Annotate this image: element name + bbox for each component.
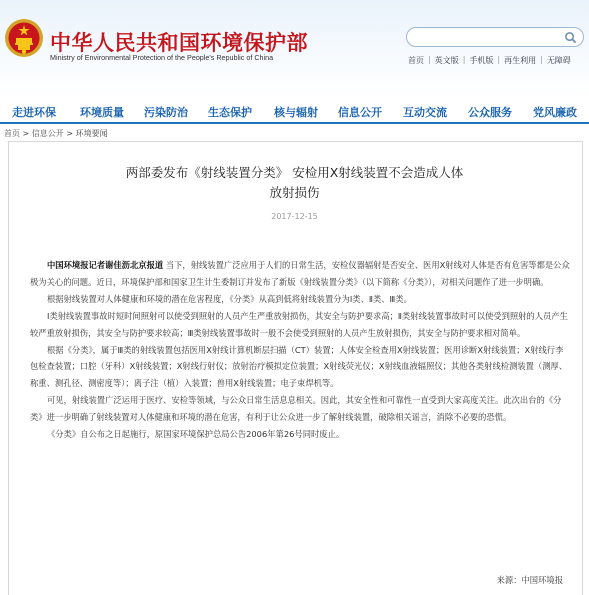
main-nav [0, 100, 589, 124]
nav-item-quality[interactable]: 环境质量 [80, 106, 124, 119]
article-title-line2: 放射损伤 [269, 185, 320, 200]
top-links: 首页 | 英文版 | 手机版 | 再生利用 | 无障碍 [408, 55, 571, 65]
top-link-home[interactable]: 首页 [408, 56, 424, 65]
site-subtitle: Ministry of Environmental Protection of the People's Republic of China [50, 53, 274, 62]
site-header [0, 0, 589, 100]
nav-item-about[interactable]: 走进环保 [12, 106, 56, 119]
search-icon[interactable] [564, 31, 577, 44]
paragraph-5: 可见，射线装置广泛运用于医疗、安检等领域，与公众日常生活息息相关。因此，其安全性和可靠性一直受到大家高度关注。此次出台的《分类》进一步明确了射线装置对人体健康和环境的潜在危害，有利于让公众进一步了解射线装置，破除相关谣言，消除不必要的恐慌。 [30, 395, 562, 423]
nav-item-service[interactable]: 公众服务 [468, 106, 512, 119]
site-title[interactable]: 中华人民共和国环境保护部 [50, 30, 308, 55]
search-input[interactable] [417, 30, 557, 44]
paragraph-3: Ⅰ类射线装置事故时短时间照射可以使受到照射的人员产生严重放射损伤，其安全与防护要求高；Ⅱ类射线装置事故时可以使受到照射的人员产生较严重放射损伤，其安全与防护要求较高；Ⅲ类射线装置事故时一般不会使受到照射的人员产生放射损伤，其安全与防护要求相对简单。 [30, 310, 568, 338]
article-source: 来源：中国环境报 [496, 575, 563, 585]
national-emblem-icon[interactable] [4, 18, 44, 58]
top-link-accessible[interactable]: 无障碍 [546, 56, 571, 65]
article-title-line1: 两部委发布《射线装置分类》 安检用X射线装置不会造成人体 [125, 165, 464, 180]
article-title [0, 163, 589, 203]
top-link-english[interactable]: 英文版 [434, 56, 459, 65]
nav-item-ecology[interactable]: 生态保护 [208, 106, 252, 119]
paragraph-1: 中国环境报记者谢佳沥北京报道 当下，射线装置广泛应用于人们的日常生活，安检仪器辐射是否安全、医用X射线对人体是否有危害等都是公众极为关心的问题。近日，环境保护部和国家卫生计生委制订并发布了新版《射线装置分类》（以下简称《分类》），对相关问题作了进一步明确。 [30, 260, 570, 287]
nav-item-interaction[interactable]: 互动交流 [403, 106, 447, 119]
article-body [30, 257, 570, 443]
search-box [406, 27, 584, 47]
paragraph-6: 《分类》自公布之日起施行，原国家环境保护总局公告2006年第26号同时废止。 [47, 429, 345, 440]
paragraph-2: 根据射线装置对人体健康和环境的潜在危害程度，《分类》从高到低将射线装置分为Ⅰ类、Ⅱ类、Ⅲ类。 [47, 293, 412, 304]
nav-item-pollution[interactable]: 污染防治 [144, 106, 188, 119]
paragraph-4: 根据《分类》，属于Ⅲ类的射线装置包括医用X射线计算机断层扫描（CT）装置；人体安全检查用X射线装置；医用诊断X射线装置；X射线行李包检查装置；口腔（牙科）X射线装置；X射线行射仪；放射治疗模拟定位装置；X射线荧光仪；X射线血液辐照仪；其他各类射线检测装置（测厚、称重、测孔径、测密度等）；离子注（植）入装置；兽用X射线装置；电子束焊机等。 [30, 344, 568, 389]
top-link-recycle[interactable]: 再生利用 [504, 56, 537, 65]
nav-item-nuclear[interactable]: 核与辐射 [274, 106, 318, 119]
article-date: 2017-12-15 [271, 212, 318, 221]
nav-item-disclosure[interactable]: 信息公开 [338, 106, 382, 119]
breadcrumb[interactable]: 首页 > 信息公开 > 环境要闻 [4, 129, 108, 138]
top-link-mobile[interactable]: 手机版 [469, 56, 494, 65]
lead-byline: 中国环境报记者谢佳沥北京报道 [47, 260, 164, 270]
nav-item-party[interactable]: 党风廉政 [533, 106, 577, 119]
